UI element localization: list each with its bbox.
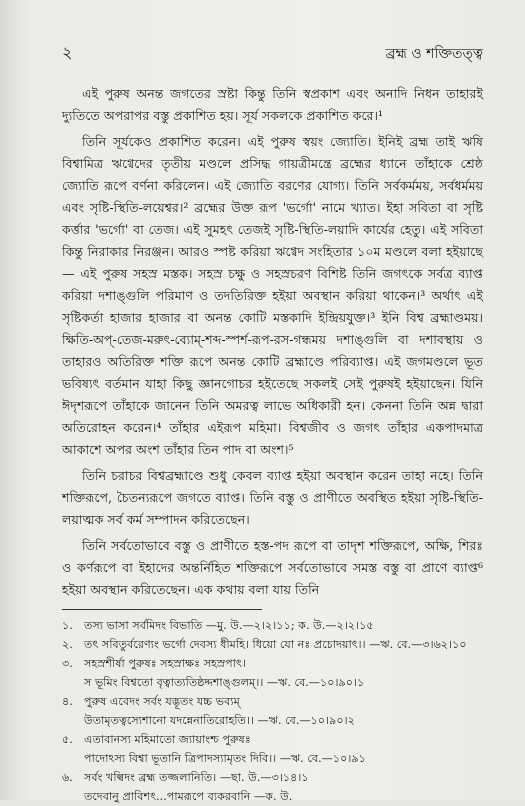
footnote-text: সহস্রশীর্ষা পুরুষঃ সহস্রাক্ষঃ সহস্রপাৎ। <box>84 657 246 670</box>
footnote <box>62 635 483 654</box>
running-title: ব্রহ্ম ও শক্তিতত্ত্ব <box>385 46 483 62</box>
footnote-number: ৪. <box>62 695 73 708</box>
footnote-number: ৬. <box>62 771 73 784</box>
footnote <box>62 654 483 673</box>
footnote-text-continued: পাদোঽস্য বিশ্বা ভূতানি ত্রিপাদস্যামৃতং দিবি।। —ঋ. বে.—১০।৯১ <box>84 752 366 765</box>
footnote-number: ২. <box>62 638 73 651</box>
footnote <box>62 768 483 787</box>
page-header <box>62 40 483 67</box>
main-text <box>62 83 483 601</box>
paragraph: এই পুরুষ অনন্ত জগতের স্রষ্টা কিন্তু তিনি স্বপ্রকাশ এবং অনাদি নিধন তাহারই দ্যুতিতে অপরাপর বস্তু প্রকাশিত হয়। সূর্য সকলকে প্রকাশিত করে।¹ <box>62 86 483 123</box>
footnote-text-continued: তদেবানু প্রাবিশৎ...পামরূপে ব্যকরবানি —ক. উ. <box>84 790 293 803</box>
footnote <box>62 692 483 711</box>
footnote-text-continued: স ভূমিং বিশ্বতো বৃত্বাত্যতিষ্ঠদ্দশাঙ্গুলম্।। —ঋ. বে.—১০।৯০।১ <box>84 676 365 689</box>
page-number: ২ <box>62 43 73 62</box>
footnote-text: তস্য ভাসা সর্বমিদং বিভাতি —মু. উ.—২।২।১১; ক. উ.—২।২।১৫ <box>84 619 374 632</box>
footnote-text: তৎ সবিতুর্বরেণ্যং ভর্গো দেবস্য ধীমহি। ধিয়ো যো নঃ প্রচোদয়াৎ।। —ঋ. বে.—৩।৬২।১০ <box>84 638 467 651</box>
footnote-number: ৫. <box>62 733 73 746</box>
footnote-text: এতাবানস্য মহিমাতো জ্যায়াংশ্চ পুরুষঃ <box>84 733 251 746</box>
paragraph: তিনি চরাচর বিশ্বব্রহ্মাণ্ডে শুধু কেবল ব্যাপ্ত হইয়া অবস্থান করেন তাহা নহে। তিনি শক্তিরূপে, চৈতন্যরূপে জগতে ব্যাপ্ত। তিনি বস্তু ও প্রাণীতে অবস্থিত হইয়া সৃষ্টি-স্থিতি-লয়াত্মক সর্ব কর্ম সম্পাদন করিতেছেন। <box>62 468 483 527</box>
footnote <box>62 730 483 749</box>
footnote-number: ১. <box>62 619 73 632</box>
footnote-number: ৩. <box>62 657 73 670</box>
footnote <box>62 616 483 635</box>
footnote-text: পুরুষ এবেদং সর্বং যদ্ভূতং যচ্চ ভব্যম্ <box>84 695 240 708</box>
paragraph: তিনি সর্বতোভাবে বস্তু ও প্রাণীতে হস্ত-পদ রূপে বা তাদৃশ শক্তিরূপে, অক্ষি, শিরঃ ও কর্ণরূপে বা ইহাদের অন্তর্নিহিত শক্তিরূপে সর্বতোভাবে সমস্ত বস্তু বা প্রাণে ব্যাপ্ত⁶ হইয়া অবস্থান করিতেছেন। এক কথায় বলা যায় তিনি <box>62 538 483 597</box>
footnote-divider <box>62 609 262 610</box>
footnote-text: সর্বং খল্বিদং ব্রহ্ম তজ্জলানিতি। —ছা. উ.—৩।১৪।১ <box>84 771 309 784</box>
footnote-text-continued: উতামৃতত্বস্যেশানো যদন্নেনাতিরোহতি।। —ঋ. বে.—১০।৯০।২ <box>84 714 355 727</box>
footnotes <box>62 616 483 806</box>
paragraph: তিনি সূর্যকেও প্রকাশিত করেন। এই পুরুষ স্বয়ং জ্যোতি। ইনিই ব্রহ্ম তাই ঋষি বিশ্বামিত্র ঋগ্বেদের তৃতীয় মণ্ডলে প্রসিদ্ধ গায়ত্রীমন্ত্রে ব্রহ্মের ধ্যানে তাঁহাকে শ্রেষ্ঠ জ্যোতি রূপে বর্ণনা করিলেন। এই জ্যোতি বরণের যোগ্য। তিনি সর্বকর্মময়, সর্বধর্মময় এবং সৃষ্টি-স্থিতি-লয়েশ্বর।² ব্রহ্মের উক্ত রূপ 'ভর্গো' নামে খ্যাত। ইহা সবিতা বা সৃষ্টি কর্ত্তার 'ভর্গো' বা তেজ। এই সুমহৎ তেজই সৃষ্টি-স্থিতি-লয়াদি কার্যের হেতু। এই সবিতা কিন্তু নিরাকার নিরঞ্জন। আরও স্পষ্ট করিয়া ঋগ্বেদ সংহিতার ১০ম মণ্ডলে বলা হইয়াছে— এই পুরুষ সহস্র মস্তক। সহস্র চক্ষু ও সহস্রচরণ বিশিষ্ট তিনি জগৎকে সর্বত্র ব্যাপ্ত করিয়া দশাঙ্গুলি পরিমাণ ও তদতিরিক্ত হইয়া অবস্থান করিয়া থাকেন।³ অর্থাৎ এই সৃষ্টিকর্তা হাজার হাজার বা অনন্ত কোটি মস্তকাদি ইন্দ্রিয়যুক্ত।³ ইনি বিশ্ব ব্রহ্মাণ্ডময়। ক্ষিতি-অপ্-তেজ-মরুৎ-ব্যোম্-শব্দ-স্পর্শ-রূপ-রস-গন্ধময় দশাঙ্গুলি বা দশাবস্থায় ও তাহারও অতিরিক্ত শক্তি রূপে অনন্ত কোটি ব্রহ্মাণ্ডে পরিব্যাপ্ত। এই জগমণ্ডলে ভূত ভবিষ্যৎ বর্তমান যাহা কিছু জ্ঞানগোচর হইতেছে সকলই সেই পুরুষই হইয়াছেন। যিনি ঈদৃশরূপে তাঁহাকে জানেন তিনি অমরত্ব লাভে অধিকারী হন। কেননা তিনি অন্ন দ্বারা অতিরোহন করেন।⁴ তাঁহার এইরূপ মহিমা। বিশ্বজীব ও জগৎ তাঁহার একপাদমাত্র আকাশে অপর অংশ তাঁহার তিন পাদ বা অংশ।⁵ <box>62 134 483 457</box>
